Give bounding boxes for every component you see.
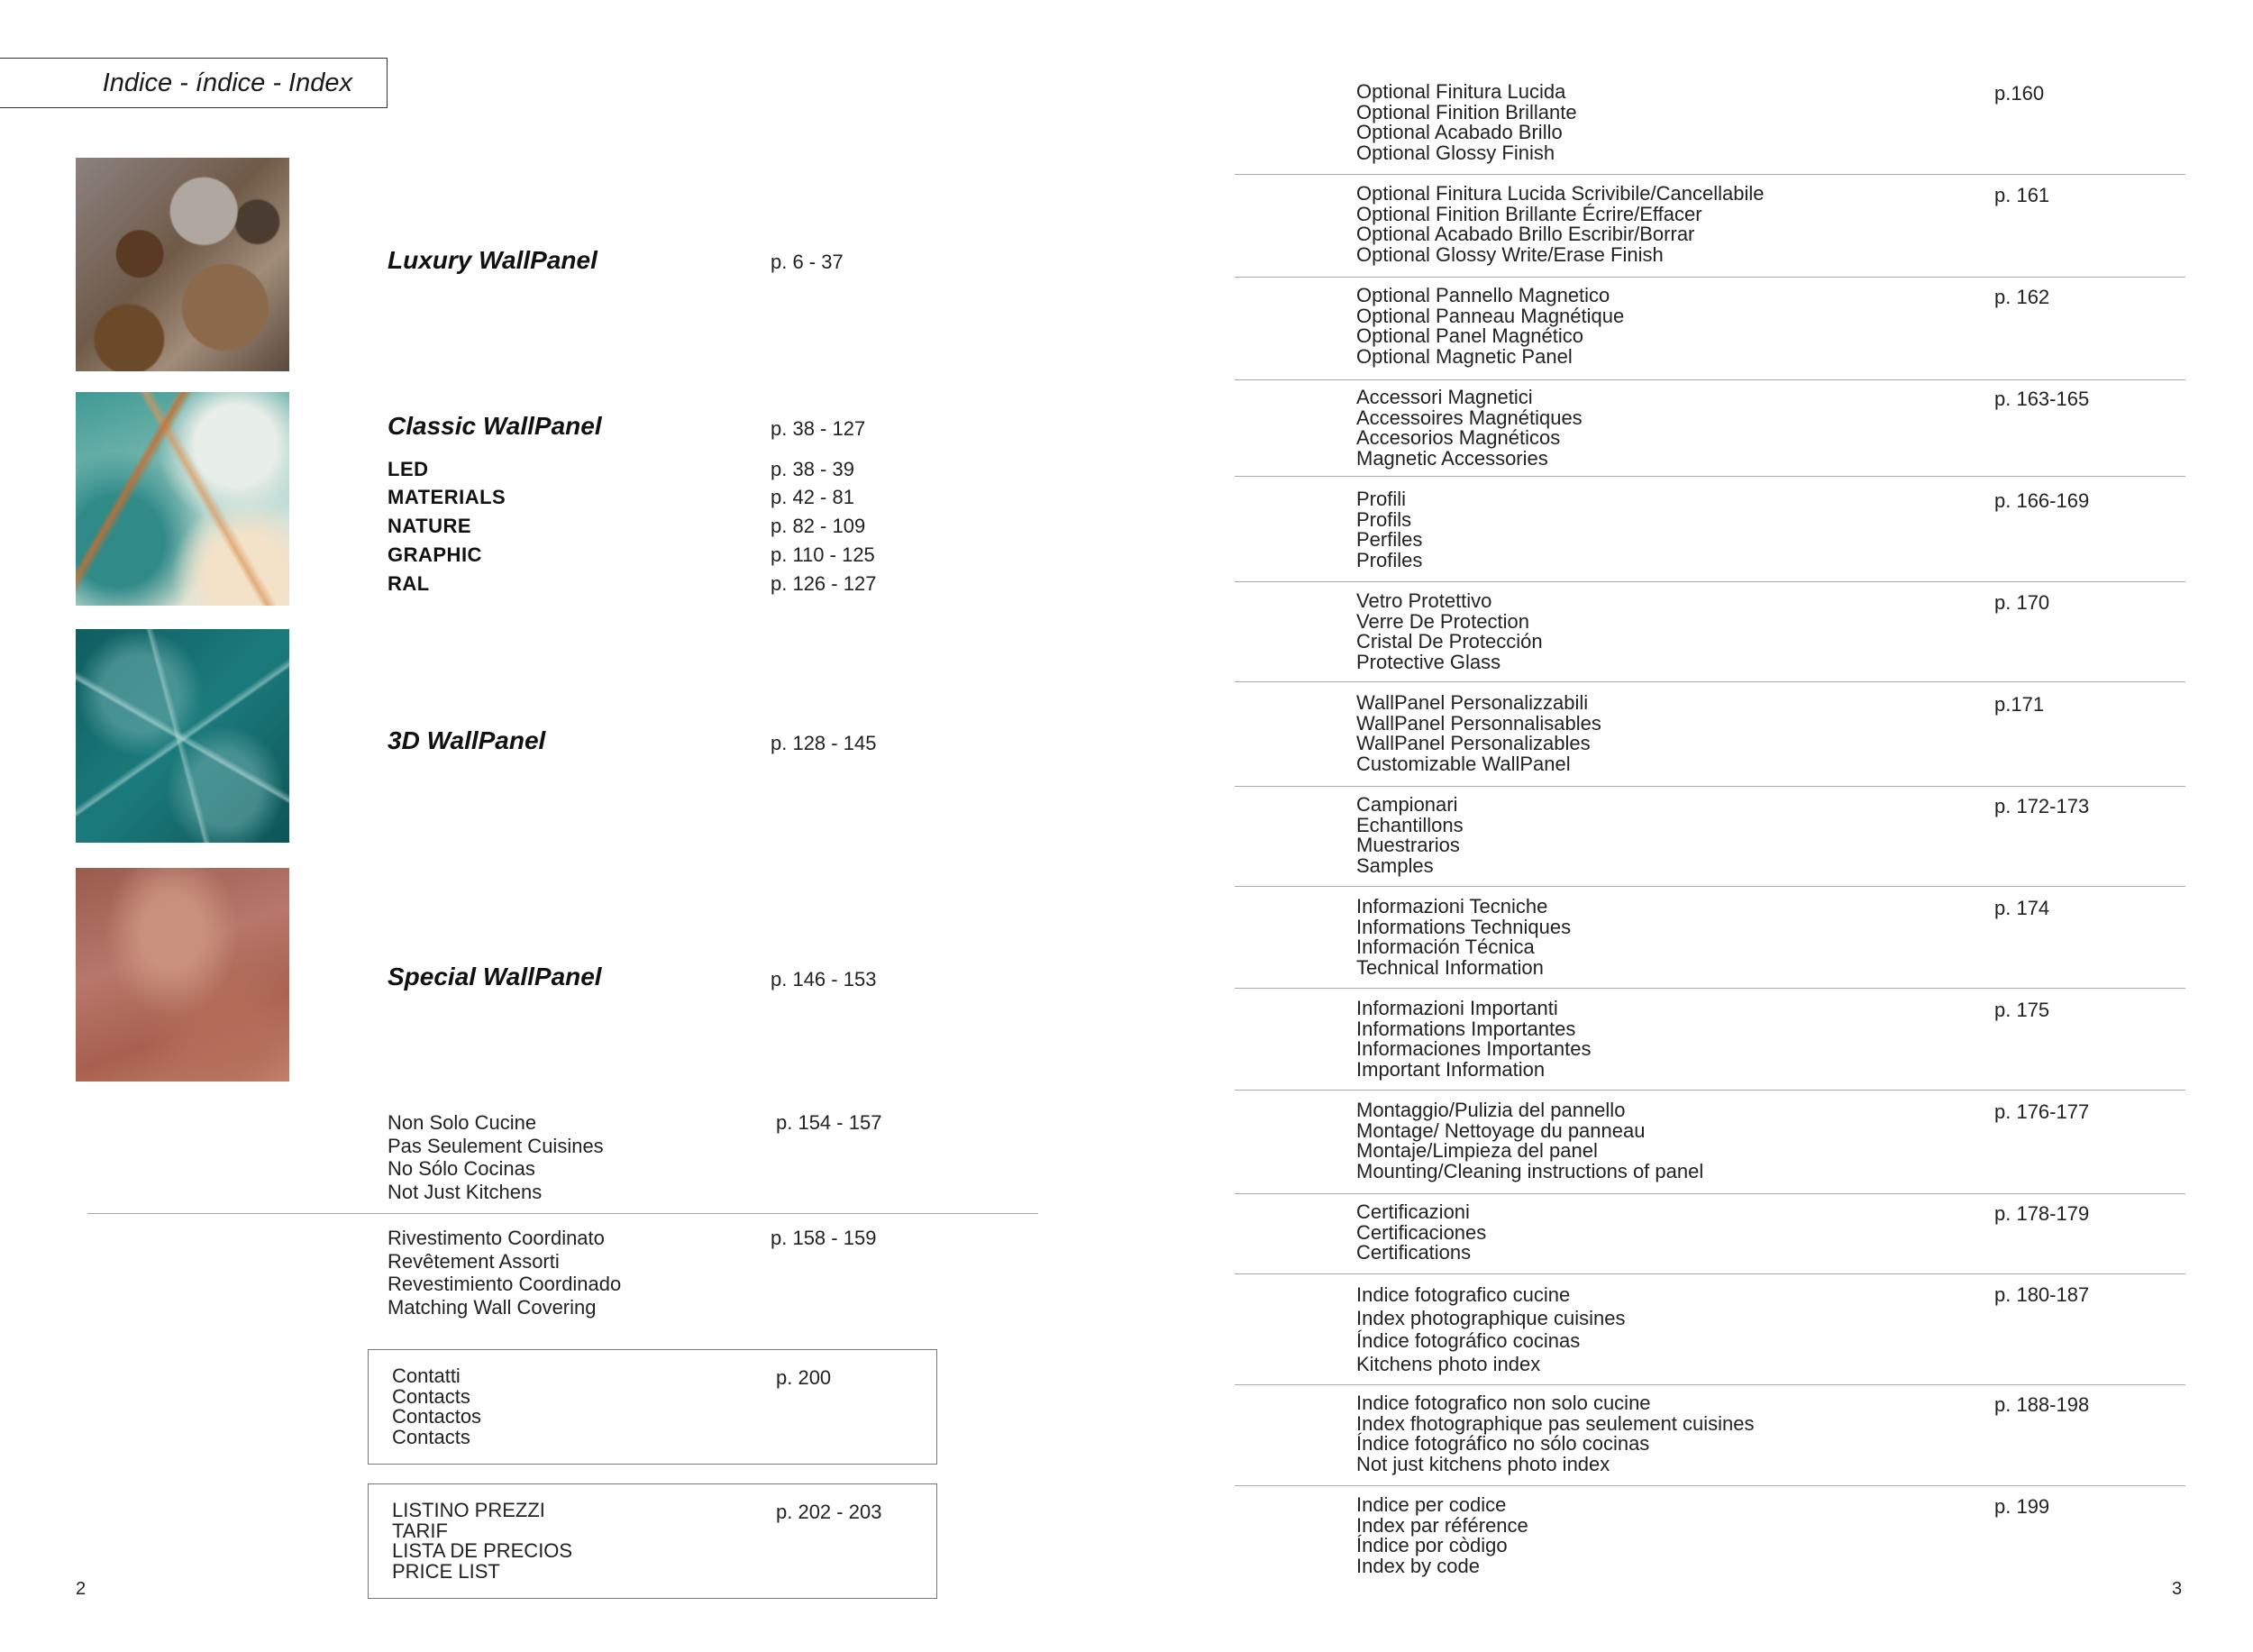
right-entry[interactable]: Accessori Magnetici Accessoires Magnétiques Accesorios Magnéticos Magnetic Accessories (1356, 386, 1583, 470)
right-divider (1235, 277, 2185, 278)
right-divider (1235, 1273, 2185, 1274)
sub-label-nature[interactable]: NATURE (388, 515, 472, 537)
section-page-special: p. 146 - 153 (771, 968, 877, 990)
page-number-right: 3 (2172, 1579, 2183, 1599)
right-entry[interactable]: Certificazioni Certificaciones Certifications (1356, 1200, 1487, 1264)
sub-page-materials: p. 42 - 81 (771, 486, 854, 508)
right-entry[interactable]: Informazioni Importanti Informations Importantes Informaciones Importantes Important Information (1356, 997, 1592, 1082)
right-entry[interactable]: Optional Pannello Magnetico Optional Panneau Magnétique Optional Panel Magnético Optional Magnetic Panel (1356, 284, 1625, 369)
right-divider (1235, 1384, 2185, 1385)
price-list-page: p. 202 - 203 (776, 1501, 882, 1523)
right-divider (1235, 1485, 2185, 1486)
sub-label-graphic[interactable]: GRAPHIC (388, 543, 482, 566)
right-entry[interactable]: WallPanel Personalizzabili WallPanel Personnalisables WallPanel Personalizables Customizable WallPanel (1356, 691, 1601, 776)
right-divider (1235, 476, 2185, 477)
right-divider (1235, 1193, 2185, 1194)
right-entry-page: p. 176-177 (1994, 1100, 2090, 1123)
right-entry-page: p. 180-187 (1994, 1283, 2090, 1306)
sub-label-led[interactable]: LED (388, 458, 429, 480)
right-entry-page: p. 172-173 (1994, 795, 2090, 817)
right-entry[interactable]: Campionari Echantillons Muestrarios Samples (1356, 793, 1464, 878)
left-divider (87, 1213, 1038, 1214)
sub-page-led: p. 38 - 39 (771, 458, 854, 480)
right-divider (1235, 681, 2185, 682)
right-entry-page: p.171 (1994, 693, 2045, 716)
non-solo-cucine-entry[interactable]: Non Solo Cucine Pas Seulement Cuisines No Sólo Cocinas Not Just Kitchens (388, 1111, 604, 1203)
classic-wallpanel-swatch (76, 392, 289, 606)
section-title-3d[interactable]: 3D WallPanel (388, 726, 546, 754)
right-divider (1235, 886, 2185, 887)
right-entry-page: p. 162 (1994, 286, 2050, 308)
price-list-entry: LISTINO PREZZI TARIF LISTA DE PRECIOS PRICE LIST (392, 1499, 573, 1584)
right-entry[interactable]: Informazioni Tecniche Informations Techniques Información Técnica Technical Information (1356, 895, 1572, 980)
right-entry-page: p. 166-169 (1994, 489, 2090, 512)
right-entry-page: p. 161 (1994, 184, 2050, 206)
right-entry[interactable]: Profili Profils Perfiles Profiles (1356, 488, 1423, 572)
right-entry-page: p. 188-198 (1994, 1393, 2090, 1416)
right-divider (1235, 581, 2185, 582)
index-title: Indice - índice - Index (0, 58, 388, 108)
contacts-page: p. 200 (776, 1366, 832, 1389)
right-divider (1235, 174, 2185, 175)
sub-page-ral: p. 126 - 127 (771, 572, 877, 595)
right-entry-page: p. 175 (1994, 999, 2050, 1021)
right-divider (1235, 786, 2185, 787)
right-divider (1235, 1090, 2185, 1091)
section-page-classic: p. 38 - 127 (771, 417, 866, 440)
right-divider (1235, 988, 2185, 989)
right-divider (1235, 379, 2185, 380)
section-title-special[interactable]: Special WallPanel (388, 963, 602, 990)
right-entry-page: p. 178-179 (1994, 1202, 2090, 1225)
special-wallpanel-swatch (76, 868, 289, 1082)
sub-page-graphic: p. 110 - 125 (771, 543, 875, 566)
right-entry-page: p.160 (1994, 82, 2045, 105)
contacts-entry: Contatti Contacts Contactos Contacts (392, 1364, 482, 1449)
sub-label-materials[interactable]: MATERIALS (388, 486, 506, 508)
rivestimento-entry[interactable]: Rivestimento Coordinato Revêtement Assorti Revestimiento Coordinado Matching Wall Covering (388, 1227, 622, 1319)
right-entry[interactable]: Indice fotografico non solo cucine Index fhotographique pas seulement cuisines Índice fotográfico no sólo cocinas Not just kitchens photo index (1356, 1392, 1755, 1476)
right-entry-page: p. 170 (1994, 591, 2050, 614)
non-solo-cucine-page: p. 154 - 157 (776, 1111, 882, 1134)
sub-label-ral[interactable]: RAL (388, 572, 430, 595)
right-entry[interactable]: Indice per codice Index par référence Índice por còdigo Index by code (1356, 1493, 1528, 1578)
right-entry[interactable]: Vetro Protettivo Verre De Protection Cristal De Protección Protective Glass (1356, 589, 1543, 674)
section-title-luxury[interactable]: Luxury WallPanel (388, 246, 597, 274)
section-page-3d: p. 128 - 145 (771, 732, 877, 754)
page-number-left: 2 (76, 1579, 87, 1599)
section-title-classic[interactable]: Classic WallPanel (388, 412, 602, 440)
section-page-luxury: p. 6 - 37 (771, 251, 844, 273)
right-entry[interactable]: Indice fotografico cucine Index photographique cuisines Índice fotográfico cocinas Kitchens photo index (1356, 1283, 1626, 1375)
right-entry[interactable]: Optional Finitura Lucida Scrivibile/Cancellabile Optional Finition Brillante Écrire/Effacer Optional Acabado Brillo Escribir/Borrar Optional Glossy Write/Erase Finish (1356, 182, 1765, 267)
rivestimento-page: p. 158 - 159 (771, 1227, 877, 1249)
right-entry-page: p. 199 (1994, 1495, 2050, 1518)
luxury-wallpanel-swatch (76, 158, 289, 371)
right-entry[interactable]: Optional Finitura Lucida Optional Finition Brillante Optional Acabado Brillo Optional Glossy Finish (1356, 80, 1577, 165)
3d-wallpanel-swatch (76, 629, 289, 843)
sub-page-nature: p. 82 - 109 (771, 515, 866, 537)
right-entry-page: p. 163-165 (1994, 388, 2090, 410)
right-entry-page: p. 174 (1994, 897, 2050, 919)
right-entry[interactable]: Montaggio/Pulizia del pannello Montage/ Nettoyage du panneau Montaje/Limpieza del panel Mounting/Cleaning instructions of panel (1356, 1099, 1704, 1183)
